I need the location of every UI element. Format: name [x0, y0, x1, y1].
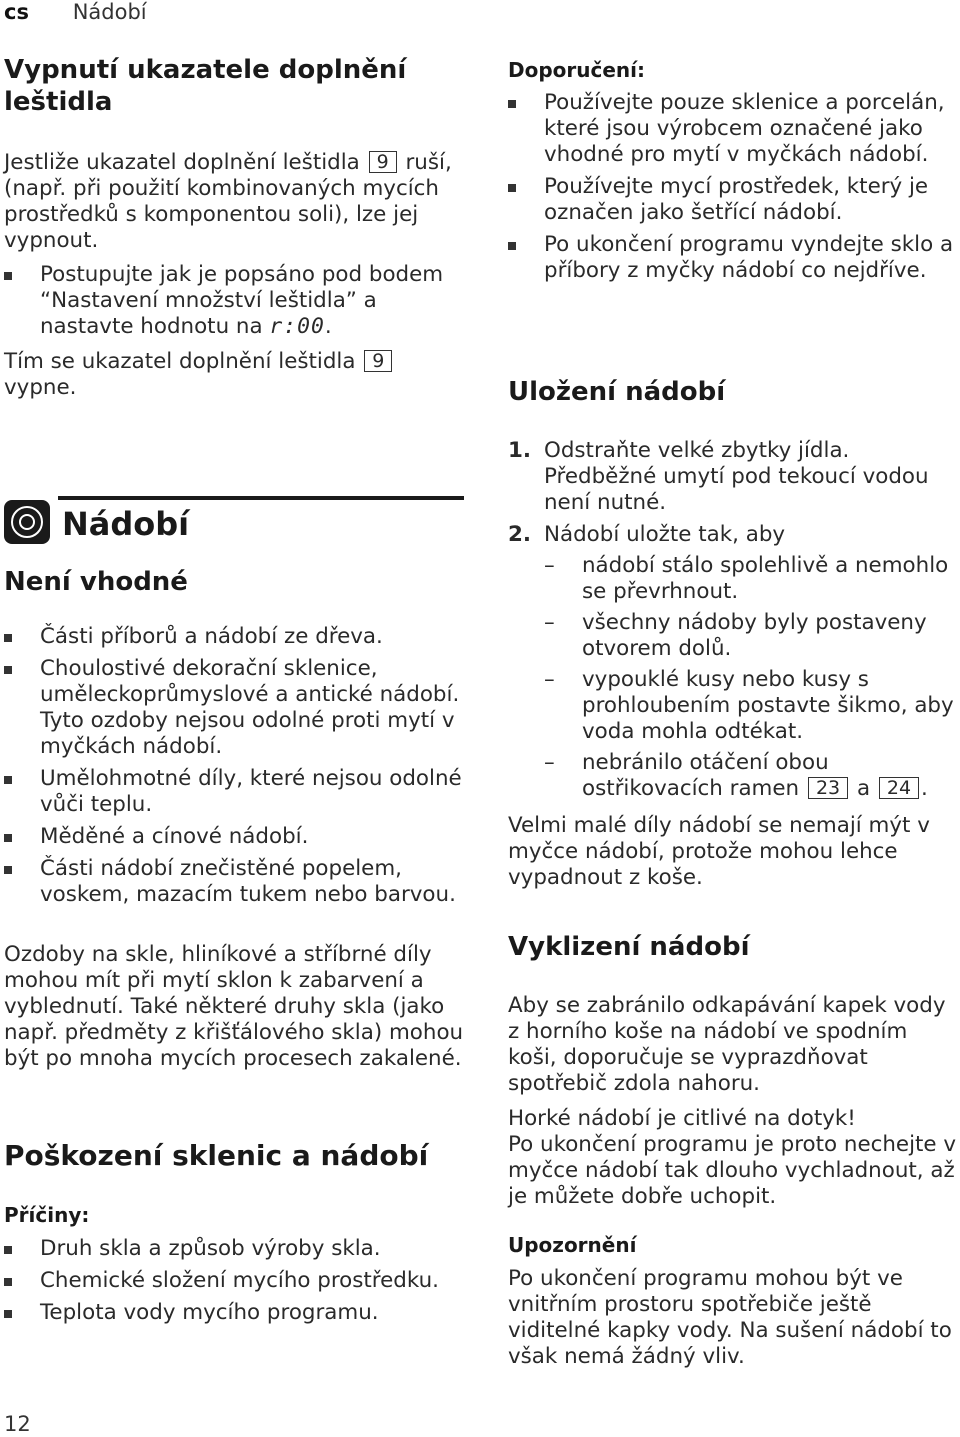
bullet-square-icon — [4, 1278, 12, 1286]
causes-label: Příčiny: — [4, 1203, 90, 1227]
list-item — [4, 766, 466, 818]
list-item-text: Umělohmotné díly, které nejsou odolné vůči teplu. — [40, 766, 462, 817]
bullet-square-icon — [4, 666, 12, 674]
loading-note: Velmi malé díly nádobí se nemají mýt v myčce nádobí, protože mohou lehce vypadnout z koše. — [508, 813, 930, 890]
unsuitable-list — [4, 624, 466, 908]
rinse-intro-text: Jestliže ukazatel doplnění leštidla — [4, 150, 360, 175]
list-item-text: všechny nádoby byly postaveny otvorem dolů. — [582, 610, 927, 661]
unloading-para2 — [508, 1106, 960, 1210]
list-item — [508, 232, 960, 284]
list-item — [508, 174, 960, 226]
note-label: Upozornění — [508, 1233, 637, 1257]
bullet-square-icon — [4, 866, 12, 874]
loading-steps — [508, 438, 960, 802]
list-item — [544, 750, 960, 802]
rinse-step-text: Postupujte jak je popsáno pod bodem “Nastavení množství leštidla” a nastavte hodnotu na — [40, 262, 444, 339]
unloading-warning: Horké nádobí je citlivé na dotyk! — [508, 1106, 856, 1131]
list-item — [4, 1236, 466, 1262]
list-item-text: Části příborů a nádobí ze dřeva. — [40, 624, 383, 649]
step-number: 2. — [508, 522, 532, 547]
dash-marker: – — [544, 553, 555, 578]
bullet-square-icon — [4, 1310, 12, 1318]
indicator-number-box: 9 — [369, 151, 397, 173]
step-number: 1. — [508, 438, 532, 463]
list-item — [508, 90, 960, 168]
page-number: 12 — [4, 1412, 31, 1436]
list-item — [4, 856, 466, 908]
step-text: Nádobí uložte tak, aby — [544, 522, 786, 547]
rinse-steps — [4, 262, 466, 340]
list-item — [544, 610, 960, 662]
unloading-title: Vyklizení nádobí — [508, 932, 750, 962]
bullet-square-icon — [4, 834, 12, 842]
list-item — [4, 1300, 466, 1326]
rinse-aid-title: Vypnutí ukazatele doplnění leštidla — [4, 55, 407, 117]
unsuitable-note: Ozdoby na skle, hliníkové a stříbrné díly mohou mít při mytí sklon k zabarvení a vyblednutí. Také některé druhy skla (jako např. předměty z křišťálového skla) mohou být po mnoha mycích procesech zakalené. — [4, 942, 464, 1071]
unloading-advice: Po ukončení programu je proto nechejte v myčce nádobí tak dlouho vychladnout, až je můžete dobře uchopit. — [508, 1132, 957, 1209]
list-item-text: Chemické složení mycího prostředku. — [40, 1268, 439, 1293]
bullet-square-icon — [508, 242, 516, 250]
list-item-text: nádobí stálo spolehlivě a nemohlo se převrhnout. — [582, 553, 949, 604]
language-code: cs — [4, 0, 29, 24]
list-item — [4, 624, 466, 650]
list-item — [4, 824, 466, 850]
dash-marker: – — [544, 750, 555, 775]
spray-arm-number-box: 23 — [808, 777, 848, 799]
loading-title: Uložení nádobí — [508, 377, 726, 407]
list-item-text: Po ukončení programu vyndejte sklo a příbory z myčky nádobí co nejdříve. — [544, 232, 954, 283]
list-item-text: Používejte pouze sklenice a porcelán, které jsou výrobcem označené jako vhodné pro mytí v myčkách nádobí. — [544, 90, 945, 167]
rinse-result-end: vypne. — [4, 375, 77, 400]
header-section-name: Nádobí — [72, 0, 147, 24]
rinse-result — [4, 349, 466, 401]
bullet-square-icon — [508, 100, 516, 108]
sentence-end: . — [921, 776, 928, 801]
unloading-note: Po ukončení programu mohou být ve vnitřním prostoru spotřebiče ještě viditelné kapky vody. Na sušení nádobí to však nemá žádný vliv. — [508, 1266, 952, 1369]
list-item-text: Choulostivé dekorační sklenice, uměleckoprůmyslové a antické nádobí. Tyto ozdoby nejsou odolné proti mytí v myčkách nádobí. — [40, 656, 460, 759]
rinse-step-end: . — [324, 314, 332, 339]
bullet-square-icon — [508, 184, 516, 192]
list-item-text: Druh skla a způsob výroby skla. — [40, 1236, 381, 1261]
list-item — [4, 1268, 466, 1294]
list-item-text: Části nádobí znečistěné popelem, voskem, mazacím tukem nebo barvou. — [40, 856, 456, 907]
causes-list — [4, 1236, 466, 1326]
rinse-result-text: Tím se ukazatel doplnění leštidla — [4, 349, 356, 374]
dash-marker: – — [544, 610, 555, 635]
damage-title: Poškození sklenic a nádobí — [4, 1139, 429, 1172]
unsuitable-title: Není vhodné — [4, 567, 188, 597]
spray-arm-number-box: 24 — [879, 777, 919, 799]
step-text: Odstraňte velké zbytky jídla. Předběžné umytí pod tekoucí vodou není nutné. — [544, 438, 929, 515]
dash-marker: – — [544, 667, 555, 692]
rinse-aid-intro — [4, 150, 466, 254]
page-header — [4, 0, 147, 30]
list-item-text: nebránilo otáčení obou ostřikovacích ramen — [582, 750, 829, 801]
recommend-list — [508, 90, 960, 284]
bullet-square-icon — [4, 1246, 12, 1254]
chapter-heading — [4, 494, 464, 550]
list-item — [508, 522, 960, 802]
dish-icon-inner-ring — [19, 514, 35, 530]
list-item — [508, 438, 960, 516]
chapter-rule — [58, 496, 464, 500]
list-item-text: Teplota vody mycího programu. — [40, 1300, 379, 1325]
list-item-text: Měděné a cínové nádobí. — [40, 824, 309, 849]
chapter-title: Nádobí — [62, 505, 190, 543]
bullet-square-icon — [4, 634, 12, 642]
display-value: r:00 — [269, 314, 325, 339]
list-item — [4, 262, 466, 340]
list-item — [544, 667, 960, 745]
list-item — [544, 553, 960, 605]
unloading-para1: Aby se zabránilo odkapávání kapek vody z horního koše na nádobí ve spodním koši, doporučuje se vyprazdňovat spotřebič zdola nahoru. — [508, 993, 946, 1096]
list-item — [4, 656, 466, 760]
list-item-text: vypouklé kusy nebo kusy s prohloubením postavte šikmo, aby voda mohla odtékat. — [582, 667, 954, 744]
rinse-intro-rest: ruší, (např. při použití kombinovaných mycích prostředků s komponentou soli), lze jej vypnout. — [4, 150, 452, 253]
bullet-square-icon — [4, 776, 12, 784]
dish-icon — [4, 500, 50, 544]
bullet-square-icon — [4, 272, 12, 280]
list-item-text: Používejte mycí prostředek, který je označen jako šetřící nádobí. — [544, 174, 929, 225]
recommend-label: Doporučení: — [508, 58, 646, 82]
indicator-number-box: 9 — [364, 350, 392, 372]
loading-conditions — [544, 553, 960, 802]
conjunction: a — [856, 776, 871, 801]
